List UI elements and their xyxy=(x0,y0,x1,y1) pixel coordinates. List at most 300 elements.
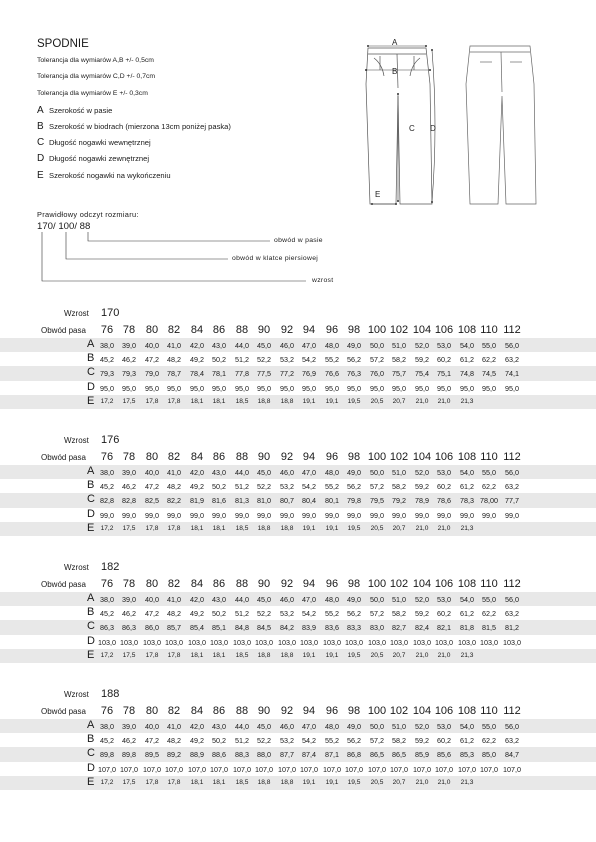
measurement-value: 86,0 xyxy=(145,623,159,633)
measurement-value: 86,5 xyxy=(392,750,406,760)
waist-size-header: 112 xyxy=(503,705,521,717)
tolerance-ab: Tolerancja dla wymiarów A,B +/- 0,5cm xyxy=(37,57,154,64)
waist-size-header: 96 xyxy=(325,324,339,336)
measurement-value: 63,2 xyxy=(505,482,519,492)
measurement-row-a xyxy=(0,338,596,352)
measurement-value: 99,0 xyxy=(415,510,429,520)
waist-size-header: 88 xyxy=(235,705,249,717)
measurement-value: 17,5 xyxy=(122,397,136,405)
measurement-letter: E xyxy=(87,775,95,788)
measurement-value: 50,0 xyxy=(370,595,384,604)
measurement-value: 50,0 xyxy=(370,722,384,731)
measurement-value: 18,1 xyxy=(190,397,204,405)
measurement-value: 74,8 xyxy=(460,369,474,379)
measurement-row-c xyxy=(0,747,596,761)
measurement-value: 51,2 xyxy=(235,609,249,619)
measurement-value: 20,5 xyxy=(370,524,384,532)
measurement-value: 95,0 xyxy=(212,383,226,393)
measurement-value: 50,0 xyxy=(370,468,384,477)
measurement-value: 46,0 xyxy=(280,468,294,477)
measurement-value: 18,5 xyxy=(235,397,249,405)
measurement-value: 86,3 xyxy=(122,623,136,633)
measurement-value: 19,1 xyxy=(325,524,339,532)
measurement-value: 54,0 xyxy=(460,341,474,350)
trousers-front-drawing xyxy=(366,48,432,204)
waist-size-header: 98 xyxy=(347,451,361,463)
measurement-value: 95,0 xyxy=(235,383,249,393)
waist-size-header: 86 xyxy=(212,451,226,463)
measurement-value: 83,9 xyxy=(302,623,316,633)
measurement-value: 82,7 xyxy=(392,623,406,633)
measurement-value: 103,0 xyxy=(98,637,116,647)
waist-size-header: 84 xyxy=(190,705,204,717)
measurement-value: 74,1 xyxy=(505,369,519,379)
measurement-value: 85,9 xyxy=(415,750,429,760)
measurement-value: 39,0 xyxy=(122,722,136,731)
waist-size-header: 92 xyxy=(280,705,294,717)
measurement-value: 19,1 xyxy=(302,524,316,532)
measurement-value: 80,4 xyxy=(302,496,316,506)
waist-size-header: 92 xyxy=(280,578,294,590)
waist-label: Obwód pasa xyxy=(41,326,86,335)
waist-size-header: 86 xyxy=(212,705,226,717)
measurement-value: 21,3 xyxy=(460,778,474,786)
measurement-value: 56,0 xyxy=(505,722,519,731)
waist-size-header: 102 xyxy=(389,324,409,336)
measurement-letter: A xyxy=(87,592,95,604)
measurement-value: 21,3 xyxy=(460,524,474,532)
measurement-value: 76,6 xyxy=(325,369,339,379)
measurement-value: 81,0 xyxy=(257,496,271,506)
height-label: Wzrost xyxy=(64,690,89,699)
measurement-value: 103,0 xyxy=(413,637,431,647)
measurement-value: 21,3 xyxy=(460,651,474,659)
measurement-value: 60,2 xyxy=(437,482,451,492)
measurement-value: 49,0 xyxy=(347,341,361,350)
legend-text: Długość nogawki zewnętrznej xyxy=(49,154,150,163)
measurement-value: 44,0 xyxy=(235,468,249,477)
measurement-value: 55,0 xyxy=(482,722,496,731)
measurement-value: 81,9 xyxy=(190,496,204,506)
measurement-value: 75,1 xyxy=(437,369,451,379)
measurement-value: 51,2 xyxy=(235,355,249,365)
measurement-value: 95,0 xyxy=(145,383,159,393)
legend-text: Szerokość w biodrach (mierzona 13cm poniżej paska) xyxy=(49,122,231,131)
measurement-value: 89,5 xyxy=(145,750,159,760)
measurement-value: 21,3 xyxy=(460,397,474,405)
measurement-value: 20,7 xyxy=(392,651,406,659)
measurement-value: 17,2 xyxy=(100,397,114,405)
measurement-value: 76,3 xyxy=(347,369,361,379)
measurement-value: 63,2 xyxy=(505,609,519,619)
measurement-letter: C xyxy=(87,620,95,633)
waist-size-header: 76 xyxy=(100,578,114,590)
measurement-value: 57,2 xyxy=(370,736,384,746)
measurement-value: 59,2 xyxy=(415,736,429,746)
measurement-row-d xyxy=(0,762,596,776)
waist-size-header: 104 xyxy=(412,705,432,717)
measurement-value: 85,7 xyxy=(167,623,181,633)
measurement-row-c xyxy=(0,493,596,507)
measurement-letter: E xyxy=(87,648,95,661)
measurement-value: 85,1 xyxy=(212,623,226,633)
measurement-value: 58,2 xyxy=(392,355,406,365)
measurement-value: 81,3 xyxy=(235,496,249,506)
annotation-chest: obwód w klatce piersiowej xyxy=(232,255,319,262)
measurement-value: 18,5 xyxy=(235,651,249,659)
measurement-value: 82,5 xyxy=(145,496,159,506)
measurement-value: 60,2 xyxy=(437,355,451,365)
measurement-value: 107,0 xyxy=(278,764,296,774)
measurement-value: 18,5 xyxy=(235,524,249,532)
measurement-value: 46,0 xyxy=(280,595,294,604)
measurement-value: 51,0 xyxy=(392,341,406,350)
measurement-value: 45,0 xyxy=(257,468,271,477)
measurement-value: 44,0 xyxy=(235,722,249,731)
waist-size-header: 106 xyxy=(434,324,454,336)
measurement-value: 17,8 xyxy=(167,524,181,532)
measurement-value: 17,8 xyxy=(145,524,159,532)
trousers-diagram xyxy=(360,36,560,211)
measurement-value: 52,2 xyxy=(257,482,271,492)
measurement-value: 74,5 xyxy=(482,369,496,379)
measurement-value: 95,0 xyxy=(325,383,339,393)
measurement-row-a xyxy=(0,465,596,479)
measurement-value: 21,0 xyxy=(437,524,451,532)
measurement-value: 18,8 xyxy=(257,397,271,405)
measurement-value: 81,6 xyxy=(212,496,226,506)
measurement-value: 95,0 xyxy=(460,383,474,393)
measurement-value: 44,0 xyxy=(235,341,249,350)
measurement-value: 62,2 xyxy=(482,482,496,492)
measurement-value: 99,0 xyxy=(325,510,339,520)
waist-size-header: 110 xyxy=(480,451,498,463)
measurement-row-e xyxy=(0,649,596,663)
measurement-value: 45,2 xyxy=(100,355,114,365)
measurement-value: 38,0 xyxy=(100,595,114,604)
size-reading-code: 170/ 100/ 88 xyxy=(37,221,91,232)
measurement-value: 48,2 xyxy=(167,736,181,746)
measurement-value: 87,1 xyxy=(325,750,339,760)
measurement-value: 53,0 xyxy=(437,468,451,477)
measurement-value: 86,3 xyxy=(100,623,114,633)
measurement-value: 53,2 xyxy=(280,736,294,746)
measurement-row-d xyxy=(0,635,596,649)
waist-label: Obwód pasa xyxy=(41,453,86,462)
measurement-value: 18,8 xyxy=(257,778,271,786)
measurement-row-b xyxy=(0,479,596,493)
waist-size-header: 102 xyxy=(389,451,409,463)
measurement-value: 78,1 xyxy=(212,369,226,379)
measurement-value: 75,7 xyxy=(392,369,406,379)
waist-size-header-row xyxy=(0,451,596,465)
measurement-value: 21,0 xyxy=(437,651,451,659)
legend-letter: A xyxy=(37,105,44,116)
waist-size-header: 108 xyxy=(457,451,477,463)
measurement-value: 103,0 xyxy=(368,637,386,647)
measurement-value: 52,0 xyxy=(415,341,429,350)
measurement-value: 95,0 xyxy=(347,383,361,393)
measurement-letter: D xyxy=(87,507,95,520)
waist-size-header: 90 xyxy=(257,324,271,336)
measurement-value: 52,0 xyxy=(415,595,429,604)
measurement-value: 19,5 xyxy=(347,397,361,405)
measurement-value: 107,0 xyxy=(480,764,498,774)
waist-size-header: 102 xyxy=(389,705,409,717)
height-value: 182 xyxy=(101,561,120,573)
measurement-letter: A xyxy=(87,338,95,350)
measurement-value: 17,8 xyxy=(145,778,159,786)
measurement-value: 52,0 xyxy=(415,468,429,477)
waist-size-header: 82 xyxy=(167,451,181,463)
measurement-value: 78,6 xyxy=(437,496,451,506)
waist-size-header: 92 xyxy=(280,451,294,463)
waist-size-header: 78 xyxy=(122,705,136,717)
measurement-value: 61,2 xyxy=(460,609,474,619)
waist-size-header: 110 xyxy=(480,324,498,336)
height-value: 170 xyxy=(101,307,120,319)
measurement-value: 50,2 xyxy=(212,736,226,746)
measurement-row-e xyxy=(0,522,596,536)
waist-size-header: 100 xyxy=(367,705,387,717)
measurement-value: 19,1 xyxy=(325,397,339,405)
measurement-value: 107,0 xyxy=(435,764,453,774)
measurement-value: 47,0 xyxy=(302,468,316,477)
waist-size-header: 88 xyxy=(235,324,249,336)
measurement-value: 40,0 xyxy=(145,468,159,477)
measurement-value: 81,5 xyxy=(482,623,496,633)
measurement-value: 88,9 xyxy=(190,750,204,760)
measurement-value: 55,2 xyxy=(325,355,339,365)
measurement-value: 107,0 xyxy=(390,764,408,774)
measurement-value: 40,0 xyxy=(145,341,159,350)
measurement-value: 95,0 xyxy=(167,383,181,393)
waist-size-header: 108 xyxy=(457,705,477,717)
measurement-value: 46,2 xyxy=(122,482,136,492)
waist-size-header: 100 xyxy=(367,324,387,336)
measurement-value: 95,0 xyxy=(190,383,204,393)
waist-size-header: 96 xyxy=(325,578,339,590)
legend-letter: D xyxy=(37,153,45,164)
measurement-value: 83,3 xyxy=(347,623,361,633)
measurement-value: 49,2 xyxy=(190,355,204,365)
measurement-value: 53,2 xyxy=(280,355,294,365)
measurement-letter: D xyxy=(87,634,95,647)
measurement-value: 17,8 xyxy=(145,397,159,405)
measurement-value: 50,2 xyxy=(212,609,226,619)
waist-size-header: 108 xyxy=(457,324,477,336)
measurement-value: 85,6 xyxy=(437,750,451,760)
measurement-value: 107,0 xyxy=(345,764,363,774)
measurement-value: 95,0 xyxy=(392,383,406,393)
measurement-value: 21,0 xyxy=(415,524,429,532)
measurement-value: 103,0 xyxy=(458,637,476,647)
measurement-value: 87,7 xyxy=(280,750,294,760)
measurement-value: 55,0 xyxy=(482,468,496,477)
measurement-value: 103,0 xyxy=(278,637,296,647)
measurement-value: 20,5 xyxy=(370,397,384,405)
measurement-value: 55,0 xyxy=(482,341,496,350)
waist-size-header: 96 xyxy=(325,705,339,717)
measurement-value: 42,0 xyxy=(190,468,204,477)
measurement-value: 77,5 xyxy=(257,369,271,379)
measurement-value: 76,9 xyxy=(302,369,316,379)
waist-size-header: 94 xyxy=(302,324,316,336)
measurement-value: 39,0 xyxy=(122,595,136,604)
measurement-value: 85,3 xyxy=(460,750,474,760)
diagram-label-c: C xyxy=(409,124,415,133)
measurement-value: 19,5 xyxy=(347,524,361,532)
measurement-value: 107,0 xyxy=(368,764,386,774)
measurement-letter: B xyxy=(87,352,95,365)
measurement-value: 103,0 xyxy=(323,637,341,647)
measurement-value: 103,0 xyxy=(390,637,408,647)
waist-size-header: 112 xyxy=(503,578,521,590)
measurement-value: 62,2 xyxy=(482,609,496,619)
waist-size-header: 84 xyxy=(190,578,204,590)
measurement-value: 17,8 xyxy=(167,778,181,786)
height-label: Wzrost xyxy=(64,436,89,445)
measurement-value: 18,8 xyxy=(280,778,294,786)
measurement-value: 99,0 xyxy=(482,510,496,520)
measurement-value: 18,8 xyxy=(280,651,294,659)
waist-size-header: 104 xyxy=(412,324,432,336)
measurement-value: 46,2 xyxy=(122,355,136,365)
measurement-value: 48,2 xyxy=(167,609,181,619)
measurement-value: 42,0 xyxy=(190,595,204,604)
measurement-value: 79,3 xyxy=(100,369,114,379)
waist-size-header: 82 xyxy=(167,705,181,717)
measurement-value: 89,2 xyxy=(167,750,181,760)
measurement-value: 75,4 xyxy=(415,369,429,379)
measurement-value: 99,0 xyxy=(122,510,136,520)
measurement-row-d xyxy=(0,381,596,395)
measurement-value: 47,2 xyxy=(145,736,159,746)
measurement-value: 45,0 xyxy=(257,595,271,604)
measurement-value: 43,0 xyxy=(212,468,226,477)
diagram-label-a: A xyxy=(392,38,398,47)
measurement-value: 53,2 xyxy=(280,482,294,492)
waist-size-header: 94 xyxy=(302,578,316,590)
measurement-letter: D xyxy=(87,380,95,393)
measurement-value: 82,1 xyxy=(437,623,451,633)
measurement-value: 60,2 xyxy=(437,736,451,746)
waist-size-header: 88 xyxy=(235,451,249,463)
diagram-label-e: E xyxy=(375,190,381,199)
diagram-label-b: B xyxy=(392,67,398,76)
measurement-value: 80,7 xyxy=(280,496,294,506)
measurement-value: 38,0 xyxy=(100,468,114,477)
measurement-letter: A xyxy=(87,719,95,731)
measurement-value: 57,2 xyxy=(370,355,384,365)
height-label: Wzrost xyxy=(64,309,89,318)
measurement-value: 103,0 xyxy=(210,637,228,647)
measurement-value: 17,8 xyxy=(167,397,181,405)
measurement-value: 38,0 xyxy=(100,722,114,731)
waist-label: Obwód pasa xyxy=(41,707,86,716)
measurement-value: 86,5 xyxy=(370,750,384,760)
measurement-value: 39,0 xyxy=(122,341,136,350)
measurement-value: 83,0 xyxy=(370,623,384,633)
measurement-value: 103,0 xyxy=(345,637,363,647)
measurement-value: 88,0 xyxy=(257,750,271,760)
measurement-value: 54,0 xyxy=(460,722,474,731)
measurement-value: 95,0 xyxy=(257,383,271,393)
measurement-value: 17,5 xyxy=(122,524,136,532)
measurement-value: 51,0 xyxy=(392,468,406,477)
measurement-value: 43,0 xyxy=(212,722,226,731)
measurement-value: 20,7 xyxy=(392,778,406,786)
measurement-value: 103,0 xyxy=(143,637,161,647)
measurement-value: 79,8 xyxy=(347,496,361,506)
measurement-value: 38,0 xyxy=(100,341,114,350)
measurement-value: 88,6 xyxy=(212,750,226,760)
measurement-value: 78,4 xyxy=(190,369,204,379)
legend-letter: E xyxy=(37,170,44,181)
measurement-value: 63,2 xyxy=(505,355,519,365)
measurement-value: 61,2 xyxy=(460,482,474,492)
measurement-value: 52,2 xyxy=(257,736,271,746)
measurement-value: 54,2 xyxy=(302,482,316,492)
measurement-value: 19,1 xyxy=(325,778,339,786)
measurement-value: 55,2 xyxy=(325,609,339,619)
measurement-value: 46,0 xyxy=(280,722,294,731)
measurement-value: 107,0 xyxy=(210,764,228,774)
waist-size-header: 80 xyxy=(145,578,159,590)
measurement-value: 61,2 xyxy=(460,355,474,365)
measurement-value: 53,0 xyxy=(437,341,451,350)
measurement-value: 77,2 xyxy=(280,369,294,379)
measurement-value: 57,2 xyxy=(370,482,384,492)
measurement-value: 82,2 xyxy=(167,496,181,506)
measurement-value: 44,0 xyxy=(235,595,249,604)
waist-size-header: 100 xyxy=(367,451,387,463)
measurement-value: 78,7 xyxy=(167,369,181,379)
waist-size-header: 82 xyxy=(167,324,181,336)
measurement-value: 103,0 xyxy=(165,637,183,647)
measurement-value: 79,5 xyxy=(370,496,384,506)
measurement-value: 51,2 xyxy=(235,736,249,746)
measurement-value: 81,8 xyxy=(460,623,474,633)
measurement-value: 47,0 xyxy=(302,341,316,350)
measurement-value: 61,2 xyxy=(460,736,474,746)
measurement-value: 43,0 xyxy=(212,341,226,350)
measurement-value: 79,3 xyxy=(122,369,136,379)
measurement-value: 54,2 xyxy=(302,355,316,365)
measurement-value: 18,1 xyxy=(190,778,204,786)
measurement-value: 49,0 xyxy=(347,468,361,477)
measurement-value: 99,0 xyxy=(257,510,271,520)
measurement-row-e xyxy=(0,395,596,409)
waist-size-header: 92 xyxy=(280,324,294,336)
measurement-value: 56,2 xyxy=(347,482,361,492)
measurement-value: 59,2 xyxy=(415,355,429,365)
measurement-value: 107,0 xyxy=(503,764,521,774)
measurement-value: 41,0 xyxy=(167,595,181,604)
measurement-value: 76,0 xyxy=(370,369,384,379)
measurement-value: 21,0 xyxy=(437,778,451,786)
page-title: SPODNIE xyxy=(37,38,89,50)
waist-size-header: 82 xyxy=(167,578,181,590)
measurement-value: 56,2 xyxy=(347,609,361,619)
waist-size-header: 78 xyxy=(122,324,136,336)
measurement-letter: C xyxy=(87,493,95,506)
waist-size-header-row xyxy=(0,578,596,592)
measurement-value: 99,0 xyxy=(190,510,204,520)
measurement-value: 46,0 xyxy=(280,341,294,350)
measurement-row-d xyxy=(0,508,596,522)
measurement-value: 55,0 xyxy=(482,595,496,604)
